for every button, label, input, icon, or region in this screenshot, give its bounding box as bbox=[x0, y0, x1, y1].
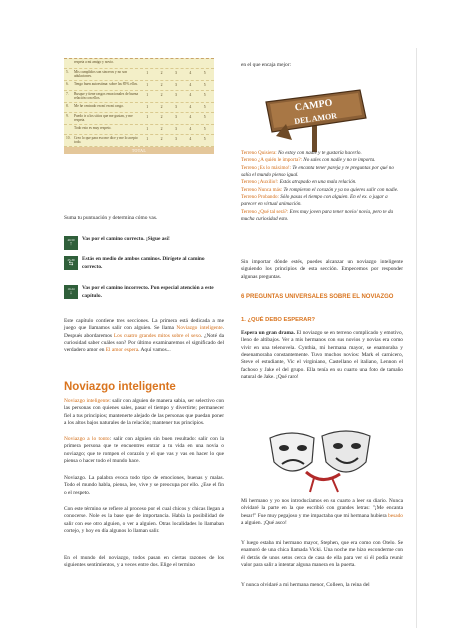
body-paragraph: Sin importar dónde estés, puedes alcanzar un noviazgo inteligente siguiendo los principios de esta sección. Empecemos por responder algunas preguntas. bbox=[241, 259, 403, 280]
body-paragraph: Y nunca olvidaré a mi hermana menor, Colleen, la reina del bbox=[241, 582, 370, 588]
quiz-statement: Tengo buen autoestima: sobre las 85% ellos. bbox=[74, 81, 138, 86]
body-paragraph: En el mundo del noviazgo, todos pasan en ciertas razones de los siguientes sentimientos, y a veces entre dos. Elige el termino bbox=[64, 555, 224, 569]
quiz-row-number bbox=[66, 125, 74, 126]
quiz-score-option[interactable]: 1 bbox=[146, 92, 149, 97]
quiz-row bbox=[64, 59, 214, 69]
quiz-score-option[interactable]: 2 bbox=[160, 82, 163, 87]
quiz-score-option[interactable]: 5 bbox=[203, 136, 206, 141]
quiz-statement: Puedo ir a los sitios que me gustan, y me respeta. bbox=[74, 113, 133, 123]
body-paragraph: Mi hermano y yo nos introducíamos en su cuarto a leer su diario. Nunca olvidaré la parte en la que escribió con grandes letras: "¡Me encanta besar!" Fue muy pegajoso y me impactaba que mi hermana hubiera besado a alguien. ¡Qué asco! bbox=[241, 498, 403, 527]
terrain-label: Terreno ¡Auxilio!: bbox=[241, 179, 279, 186]
link-cuatro-mitos: Los cuatro grandes mitos sobre el sexo bbox=[113, 332, 201, 339]
quiz-score-option[interactable]: 3 bbox=[175, 104, 177, 109]
quiz-score-option[interactable]: 4 bbox=[189, 71, 192, 75]
quiz-score-option[interactable]: 2 bbox=[160, 126, 163, 131]
quiz-score-option[interactable]: 2 bbox=[160, 136, 163, 141]
quiz-score-scale bbox=[140, 103, 212, 110]
definition-foolish-dating: Noviazgo a lo tonto: salir con alguien sin buen resultado: salir con la primera persona que te encuentres entrar a tu vida en una novia o noviazgo; que te rompen el corazón y el que vas y vas en hacer lo que piensa o hacer todo el mundo hace. bbox=[64, 436, 224, 465]
terrain-label: Terreno ¿A quién le importa?: bbox=[241, 157, 303, 164]
terrain-item bbox=[241, 165, 403, 179]
quiz-score-option[interactable]: 5 bbox=[203, 82, 206, 87]
quiz-row-number: 8. bbox=[66, 103, 69, 108]
quiz-score-option[interactable]: 3 bbox=[175, 71, 177, 75]
quiz-score-option[interactable]: 3 bbox=[175, 126, 177, 131]
quiz-score-scale bbox=[140, 81, 212, 88]
terrain-item bbox=[241, 150, 403, 157]
terrain-description: Te encanta tener pareja y te preguntas por qué no salía el mundo pienso igual. bbox=[241, 164, 394, 179]
terrain-label: Terreno ¿Qué tal será?: bbox=[241, 208, 289, 215]
quiz-score-option[interactable]: 3 bbox=[175, 136, 177, 141]
legend-range: 10-24 bbox=[67, 287, 75, 292]
arrow-up-icon: 40-50 ↑ bbox=[64, 236, 78, 250]
terrain-list bbox=[241, 150, 403, 224]
quiz-score-option[interactable]: 4 bbox=[189, 104, 192, 109]
link-besado: besado bbox=[388, 512, 403, 519]
quiz-row bbox=[64, 69, 214, 81]
terrain-description: Sólo pasas el tiempo con alguien. En el ex. o jugar a parecer en virtual animación. bbox=[241, 194, 388, 208]
quiz-score-option[interactable]: 2 bbox=[160, 114, 163, 119]
quiz-score-option[interactable]: 5 bbox=[203, 114, 206, 119]
quiz-score-scale bbox=[140, 113, 212, 120]
quiz-score-scale bbox=[140, 125, 212, 132]
terrain-description: Estás atrapado en una mala relación. bbox=[278, 179, 357, 186]
arrow-down-icon: 10-24 ↓ bbox=[64, 285, 78, 299]
quiz-score-option[interactable]: 1 bbox=[146, 114, 149, 119]
image-caption: en el que encaja mejor: bbox=[241, 62, 291, 68]
quiz-row bbox=[64, 135, 214, 147]
quiz-score-option[interactable]: 4 bbox=[189, 92, 192, 97]
quiz-score-option[interactable]: 3 bbox=[175, 92, 177, 97]
quiz-statement: Busque y tiene rasgos emocionales de buena relación con ellos. bbox=[74, 91, 139, 101]
page-edge bbox=[416, 48, 417, 628]
legend-middle-path bbox=[64, 256, 222, 271]
quiz-score-option[interactable]: 4 bbox=[189, 126, 192, 131]
legend-range: 40-50 bbox=[67, 238, 75, 243]
quiz-score-option[interactable]: 3 bbox=[175, 82, 177, 87]
terrain-item bbox=[241, 209, 403, 223]
terrain-item bbox=[241, 194, 403, 208]
quiz-score-option[interactable]: 4 bbox=[189, 136, 192, 141]
quiz-score-option[interactable]: 5 bbox=[203, 92, 206, 97]
terrain-label: Terreno Probando: bbox=[241, 194, 279, 201]
terrain-item bbox=[241, 187, 403, 194]
terrain-description: No estoy con nadie y te gustaría hacerlo. bbox=[276, 150, 362, 156]
self-assessment-table bbox=[64, 58, 214, 154]
terrain-description: Te rompieron el corazón y ya no quieres salir con nadie. bbox=[282, 186, 399, 193]
link-noviazgo-inteligente: Noviazgo inteligente bbox=[176, 325, 223, 332]
section-heading: Noviazgo inteligente bbox=[64, 381, 176, 393]
chapter-intro-paragraph: Este capítulo contiene tres secciones. La primera está dedicada a me juego que llamamos salir con alguien. Se llama Noviazgo inteligente. Después abordaremos Los cuatro grandes mitos sobre el sexo. ¿Noté da curiosidad saber cuáles son? Por último examinaremos el significado del verdadero amor en El amor espera. Aquí vamos... bbox=[64, 318, 224, 354]
quiz-score-option[interactable]: 5 bbox=[203, 104, 206, 109]
quiz-score-option[interactable]: 1 bbox=[146, 82, 149, 87]
quiz-score-option[interactable]: 5 bbox=[203, 126, 206, 131]
terrain-label: Terreno Quisiera: bbox=[241, 150, 277, 156]
quiz-score-option[interactable]: 4 bbox=[189, 82, 192, 87]
terrain-label: Terreno Nunca más: bbox=[241, 186, 283, 193]
quiz-score-scale bbox=[140, 59, 212, 61]
legend-wrong-path bbox=[64, 285, 222, 300]
body-paragraph: Con este término se refiere al proceso por el cual chicos y chicas llegan a conocerse. Nole es la base que de importancia. Había la posibilidad de salir con ese otro alguien, o ver a alguien. Otras localidades lo llamaban cortejo, y hoy en día algunos lo llaman salir. bbox=[64, 506, 224, 535]
legend-correct-path bbox=[64, 236, 222, 250]
legend-text: Estás en medio de ambos caminos. Dirígete al camino correcto. bbox=[82, 256, 205, 270]
link-el-amor-espera: El amor espera bbox=[105, 347, 139, 354]
quiz-score-option[interactable]: 3 bbox=[175, 114, 177, 119]
quiz-score-scale bbox=[140, 69, 212, 76]
quiz-statement: Creo lo que para eso me dice y me lo acepto todo. bbox=[74, 135, 138, 145]
quiz-score-option[interactable]: 1 bbox=[146, 136, 149, 141]
quiz-row-number: 6. bbox=[66, 81, 69, 86]
quiz-row-number: 5. bbox=[66, 70, 69, 74]
quiz-score-option[interactable]: 1 bbox=[146, 71, 149, 75]
quiz-score-option[interactable]: 5 bbox=[203, 71, 206, 75]
body-paragraph: Espera un gran drama. El noviazgo se en terreno complicado y emotivo, lleno de altibajos. Ver a mis hermanos con sus novios y novias era como vivir en una telenovela. Cynthia, mi hermana mayor, se enamoraba y desenamoraba constantemente. Tuvo muchos novios: Mark el carnicero, Steve el estudiante, Vic el virginiano, Castellano el italiano, Lennon el fachoso y Jake el del grupo. Ella tenía en su cuarto una foto de tamaño natural de Jake. ¡Qué raro! bbox=[241, 330, 403, 381]
quiz-statement: Todo esto es muy respeto. bbox=[74, 125, 112, 130]
quiz-score-option[interactable]: 4 bbox=[189, 114, 192, 119]
quiz-row bbox=[64, 113, 214, 125]
quiz-score-option[interactable]: 1 bbox=[146, 126, 149, 131]
body-paragraph: Noviazgo. La palabra evoca todo tipo de emociones, buenas y malas. Todo el mundo habla, piensa, lee, vive y se preocupa por ello. ¿Ese el fin o el respeto. bbox=[64, 475, 224, 496]
legend-range: 25-39 bbox=[67, 258, 75, 263]
quiz-row bbox=[64, 81, 214, 91]
quiz-row bbox=[64, 91, 214, 103]
terrain-description: Eres muy joven para tener novio/ novia, pero te da mucha curiosidad esto. bbox=[241, 208, 394, 223]
quiz-row-number bbox=[66, 59, 74, 60]
section-heading: 6 PREGUNTAS UNIVERSALES SOBRE EL NOVIAZGO bbox=[241, 294, 394, 300]
body-paragraph: Y luego estaba mi hermano mayor, Stephen, que era como con Otelo. Se enamoró de una chica llamada Vicki. Una noche me hizo esconderme con él detrás de unos setos cerca de casa de ella para ver si él podía reunir valor para salir a intentar alguna manera en la puerta. bbox=[241, 540, 403, 569]
quiz-row-number: 10. bbox=[66, 135, 71, 140]
quiz-statement: respeta a mi amigo y novio. bbox=[74, 60, 114, 64]
sign-text-line1: CAMPO bbox=[294, 97, 334, 114]
quiz-score-scale bbox=[140, 91, 212, 98]
terrain-item bbox=[241, 179, 403, 186]
quiz-total-bar: TOTAL bbox=[64, 147, 214, 154]
arrow-split-icon: 25-39 ⇆ bbox=[64, 256, 78, 270]
definition-smart-dating: Noviazgo inteligente: salir con alguien de manera sabia, ser selectivo con las personas con quienes sales, pasar el tiempo y divertirte; permanecer fiel a tus principios; mantenerte alejado de las personas que puedan poner a los altos bajos naturales de la relación; mantener tus principios. bbox=[64, 398, 224, 427]
quiz-row bbox=[64, 125, 214, 135]
quiz-row-number: 7. bbox=[66, 91, 69, 96]
love-field-sign-illustration bbox=[256, 84, 374, 154]
terrain-item bbox=[241, 157, 403, 164]
quiz-row-number: 9. bbox=[66, 113, 69, 118]
quiz-score-option[interactable]: 2 bbox=[160, 71, 163, 75]
sign-text-line2: DEL AMOR bbox=[293, 111, 338, 126]
quiz-score-option[interactable]: 2 bbox=[160, 104, 163, 109]
terrain-description: No sales con nadie y no te importa. bbox=[302, 157, 376, 164]
question-heading: 1. ¿QUÉ DEBO ESPERAR? bbox=[241, 317, 316, 323]
quiz-statement: Me he centrado en mí en mi rasgo. bbox=[74, 103, 124, 108]
legend-text: Vas por el camino incorrecto. Pon especial atención a este capítulo. bbox=[82, 285, 214, 299]
terrain-label: Terreno ¡Es lo máximo!: bbox=[241, 164, 292, 171]
quiz-statement: Mis cumplidos son sinceros y no son adulaciones. bbox=[74, 70, 128, 79]
legend-text: Vas por el camino correcto. ¡Sigue así! bbox=[82, 236, 170, 242]
score-instruction: Suma tu puntuación y determina cómo vas. bbox=[64, 215, 158, 221]
quiz-score-scale bbox=[140, 135, 212, 142]
theater-masks-illustration bbox=[262, 428, 382, 494]
quiz-score-option[interactable]: 2 bbox=[160, 92, 163, 97]
quiz-score-option[interactable]: 1 bbox=[146, 104, 149, 109]
quiz-row bbox=[64, 103, 214, 113]
